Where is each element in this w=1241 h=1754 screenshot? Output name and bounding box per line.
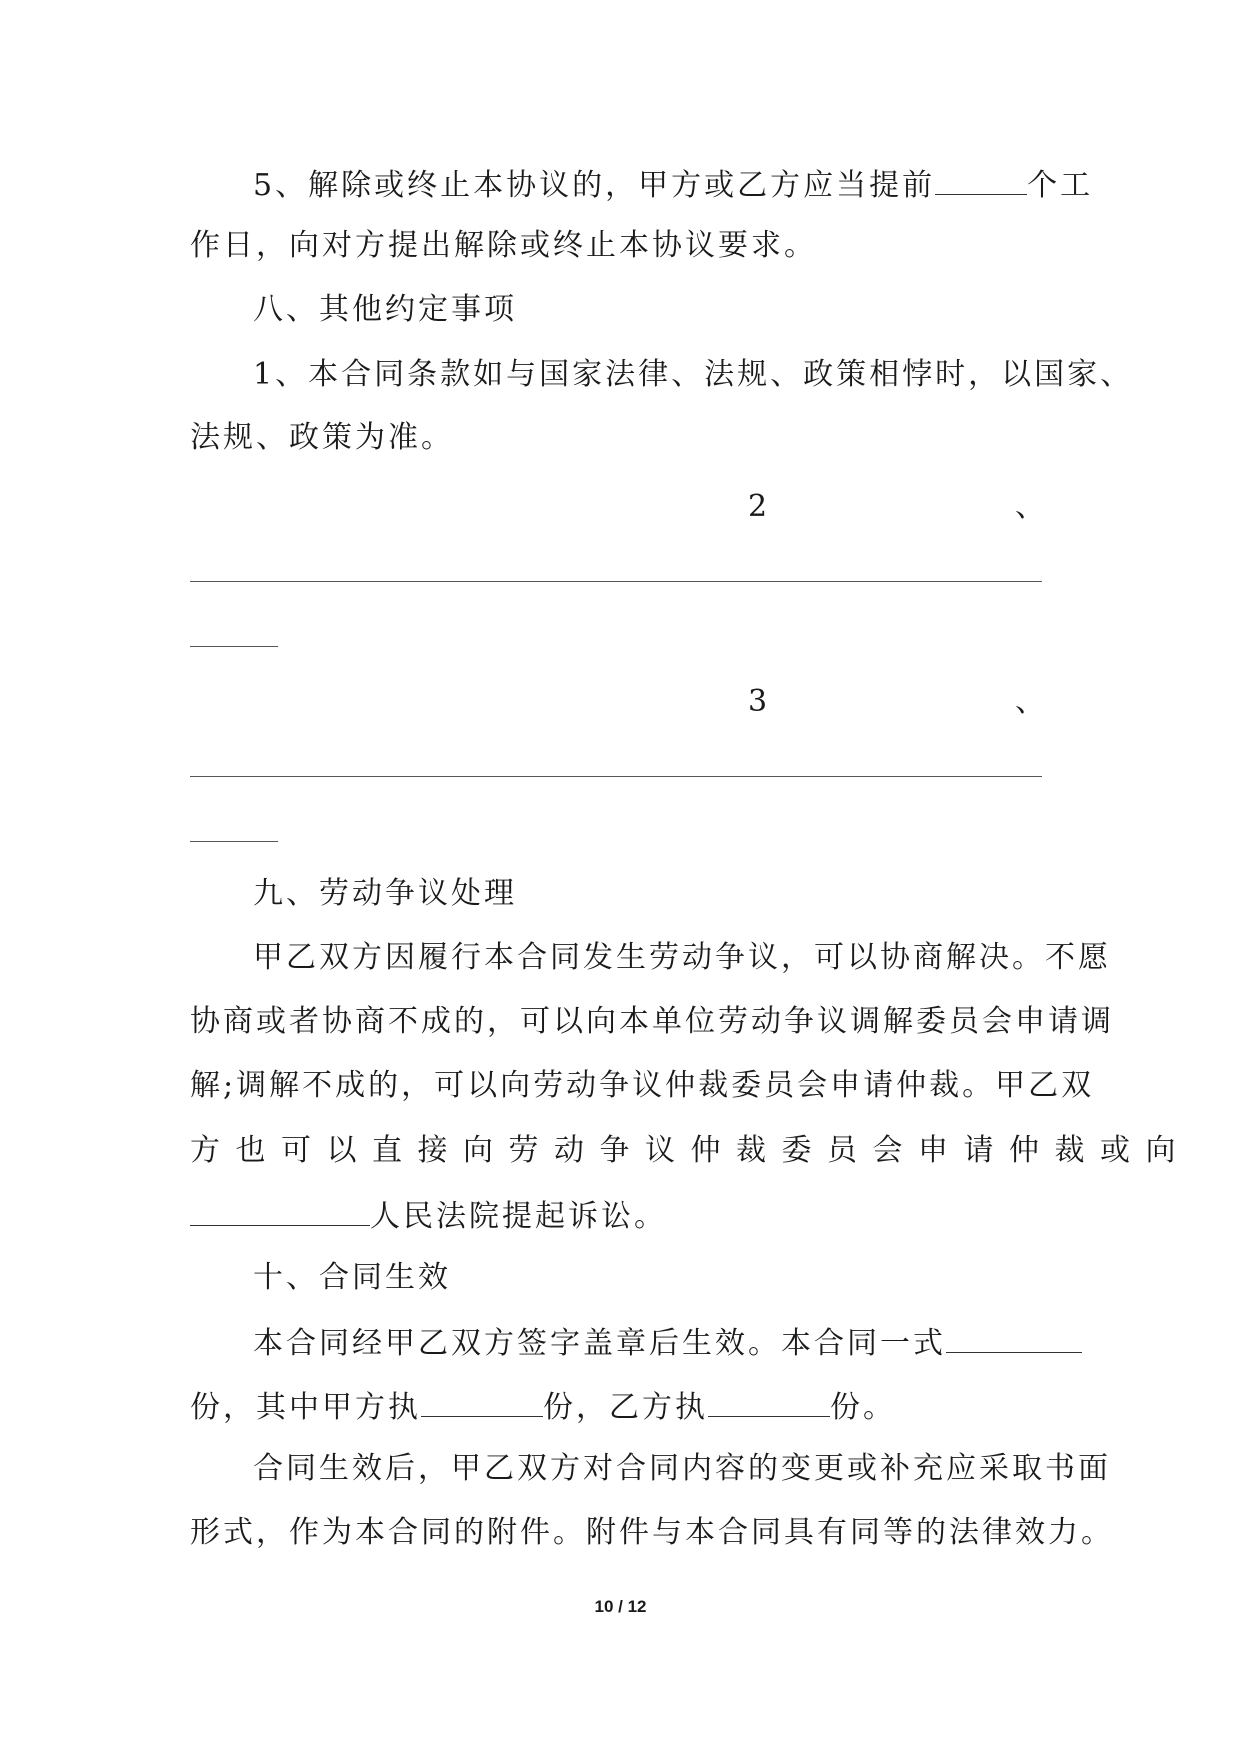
section-9-line-1: 甲乙双方因履行本合同发生劳动争议，可以协商解决。不愿 [253, 940, 1111, 975]
section-9-heading: 九、劳动争议处理 [253, 876, 517, 911]
party-b-copies-blank [708, 1386, 830, 1417]
item-2-number: 2 [748, 489, 768, 524]
section-10b-line-1: 合同生效后，甲乙双方对合同内容的变更或补充应采取书面 [253, 1451, 1111, 1486]
section-10-line-2-text-c: 份。 [830, 1390, 896, 1425]
item-3-blank-line-1 [190, 776, 1042, 777]
clause-5-line-1 [190, 164, 1113, 206]
section-9-line-4: 方也可以直接向劳动争议仲裁委员会申请仲裁或向 [190, 1133, 1191, 1168]
section-10b-line-2: 形式，作为本合同的附件。附件与本合同具有同等的法律效力。 [190, 1515, 1114, 1550]
party-a-copies-blank [421, 1386, 543, 1417]
item-3-number: 3 [748, 684, 768, 719]
clause-5-text-b: 个工 [1027, 168, 1094, 203]
copies-blank [946, 1322, 1082, 1353]
clause-8-1-line-2: 法规、政策为准。 [190, 420, 454, 455]
page-number: 10 / 12 [594, 1597, 647, 1616]
clause-5-line-2: 作日，向对方提出解除或终止本协议要求。 [190, 228, 817, 263]
days-blank [935, 164, 1027, 195]
section-8-heading: 八、其他约定事项 [253, 292, 517, 327]
section-10-line-2-text-b: 份，乙方执 [543, 1390, 708, 1425]
clause-8-1-line-1: 1、本合同条款如与国家法律、法规、政策相悖时，以国家、 [253, 357, 1134, 392]
section-9-line-5 [190, 1195, 1050, 1237]
section-10-line-1-text: 本合同经甲乙双方签字盖章后生效。本合同一式 [253, 1326, 946, 1361]
item-3-blank-line-2 [190, 841, 278, 842]
section-9-line-5-text: 人民法院提起诉讼。 [370, 1199, 667, 1234]
item-2-blank-line-1 [190, 581, 1042, 582]
item-2-separator: 、 [1015, 489, 1045, 524]
section-9-line-2: 协商或者协商不成的，可以向本单位劳动争议调解委员会申请调 [190, 1004, 1114, 1039]
section-9-line-3: 解;调解不成的，可以向劳动争议仲裁委员会申请仲裁。甲乙双 [190, 1068, 1095, 1103]
section-10-line-1 [190, 1322, 1113, 1364]
section-10-line-2 [190, 1386, 1050, 1428]
section-10-heading: 十、合同生效 [253, 1260, 451, 1295]
clause-5-text-a: 5、解除或终止本协议的，甲方或乙方应当提前 [253, 168, 936, 203]
item-3-separator: 、 [1015, 684, 1045, 719]
court-blank [190, 1195, 370, 1226]
section-10-line-2-text-a: 份，其中甲方执 [190, 1390, 421, 1425]
item-2-blank-line-2 [190, 646, 278, 647]
